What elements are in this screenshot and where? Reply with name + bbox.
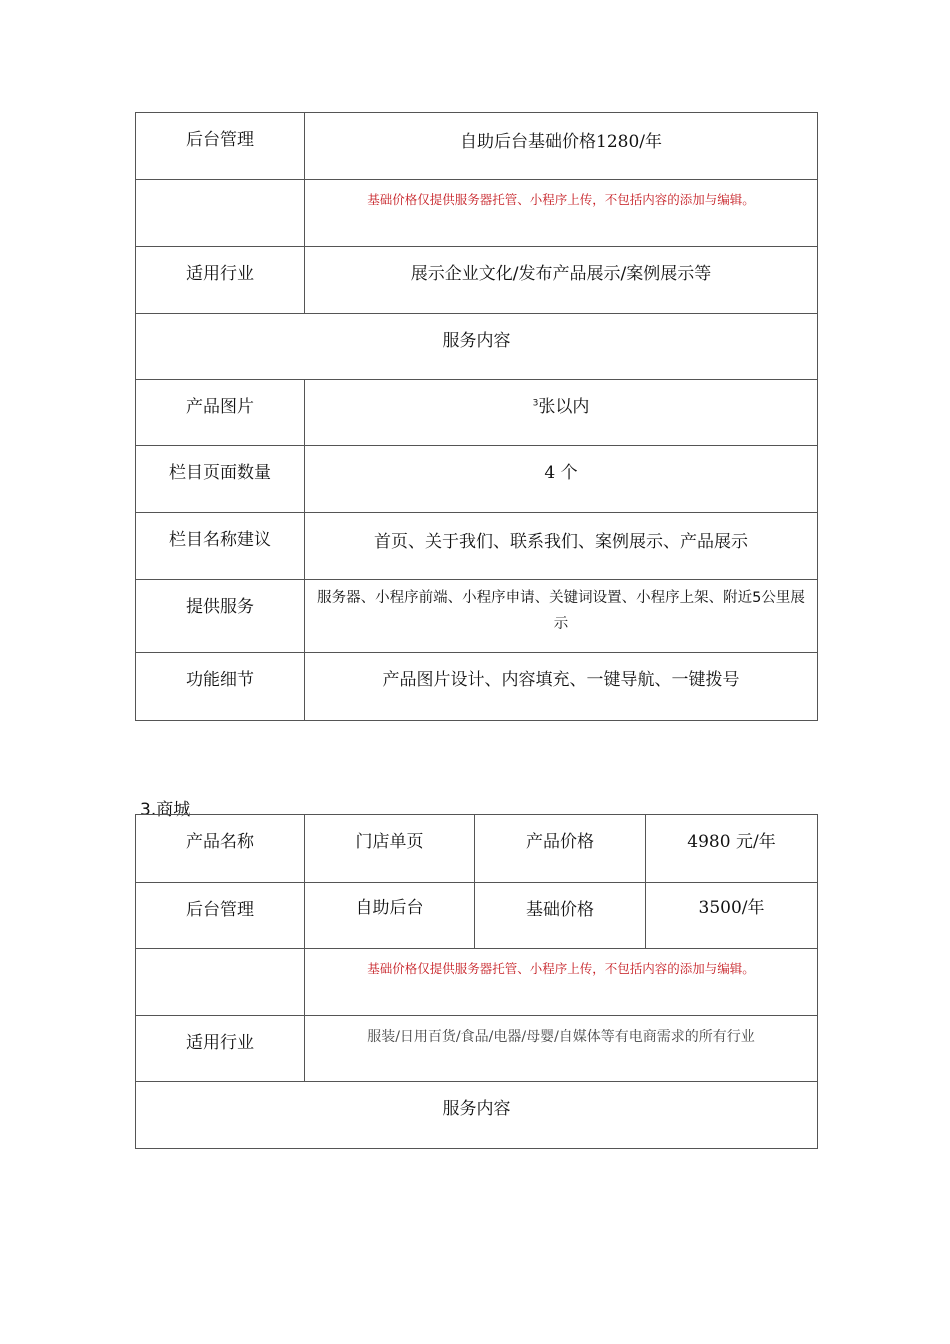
feature-details-label: 功能细节 [136, 653, 305, 721]
mall-spec-table [135, 814, 818, 1149]
page-count-value: 4 个 [305, 446, 818, 513]
empty-cell-2 [136, 949, 305, 1016]
services-value [305, 580, 818, 653]
column-name-label: 栏目名称建议 [136, 513, 305, 580]
empty-cell [136, 180, 305, 247]
product-name-label: 产品名称 [136, 815, 305, 883]
service-content-header: 服务内容 [136, 314, 818, 380]
product-image-label: 产品图片 [136, 380, 305, 446]
product-name-value: 门店单页 [305, 815, 475, 883]
industry-value: 展示企业文化/发布产品展示/案例展示等 [305, 247, 818, 314]
base-price-value: 3500/年 [646, 883, 818, 949]
section-heading-mall: 3.商城 [140, 800, 191, 820]
product-price-label: 产品价格 [475, 815, 646, 883]
service-content-header-2: 服务内容 [136, 1082, 818, 1149]
services-text: 服务器、小程序前端、小程序申请、关键词设置、小程序上架、附近5公里展示 [317, 590, 805, 632]
backend-label-2: 后台管理 [136, 883, 305, 949]
product-image-unit: 张以内 [538, 397, 590, 417]
product-image-count: 3 [532, 398, 539, 409]
industry-label: 适用行业 [136, 247, 305, 314]
price-note: 基础价格仅提供服务器托管、小程序上传，不包括内容的添加与编辑。 [305, 180, 818, 247]
price-note-2: 基础价格仅提供服务器托管、小程序上传，不包括内容的添加与编辑。 [305, 949, 818, 1016]
backend-label: 后台管理 [136, 113, 305, 180]
feature-details-value: 产品图片设计、内容填充、一键导航、一键拨号 [305, 653, 818, 721]
product-image-value [305, 380, 818, 446]
page-count-label: 栏目页面数量 [136, 446, 305, 513]
mini-program-spec-table [135, 112, 818, 721]
column-name-value: 首页、关于我们、联系我们、案例展示、产品展示 [305, 513, 818, 580]
backend-value-2: 自助后台 [305, 883, 475, 949]
product-price-value: 4980 元/年 [646, 815, 818, 883]
base-price-label: 基础价格 [475, 883, 646, 949]
services-label: 提供服务 [136, 580, 305, 653]
industry-label-2: 适用行业 [136, 1016, 305, 1082]
industry-value-2: 服装/日用百货/食品/电器/母婴/自媒体等有电商需求的所有行业 [305, 1016, 818, 1082]
backend-value: 自助后台基础价格1280/年 [305, 113, 818, 180]
